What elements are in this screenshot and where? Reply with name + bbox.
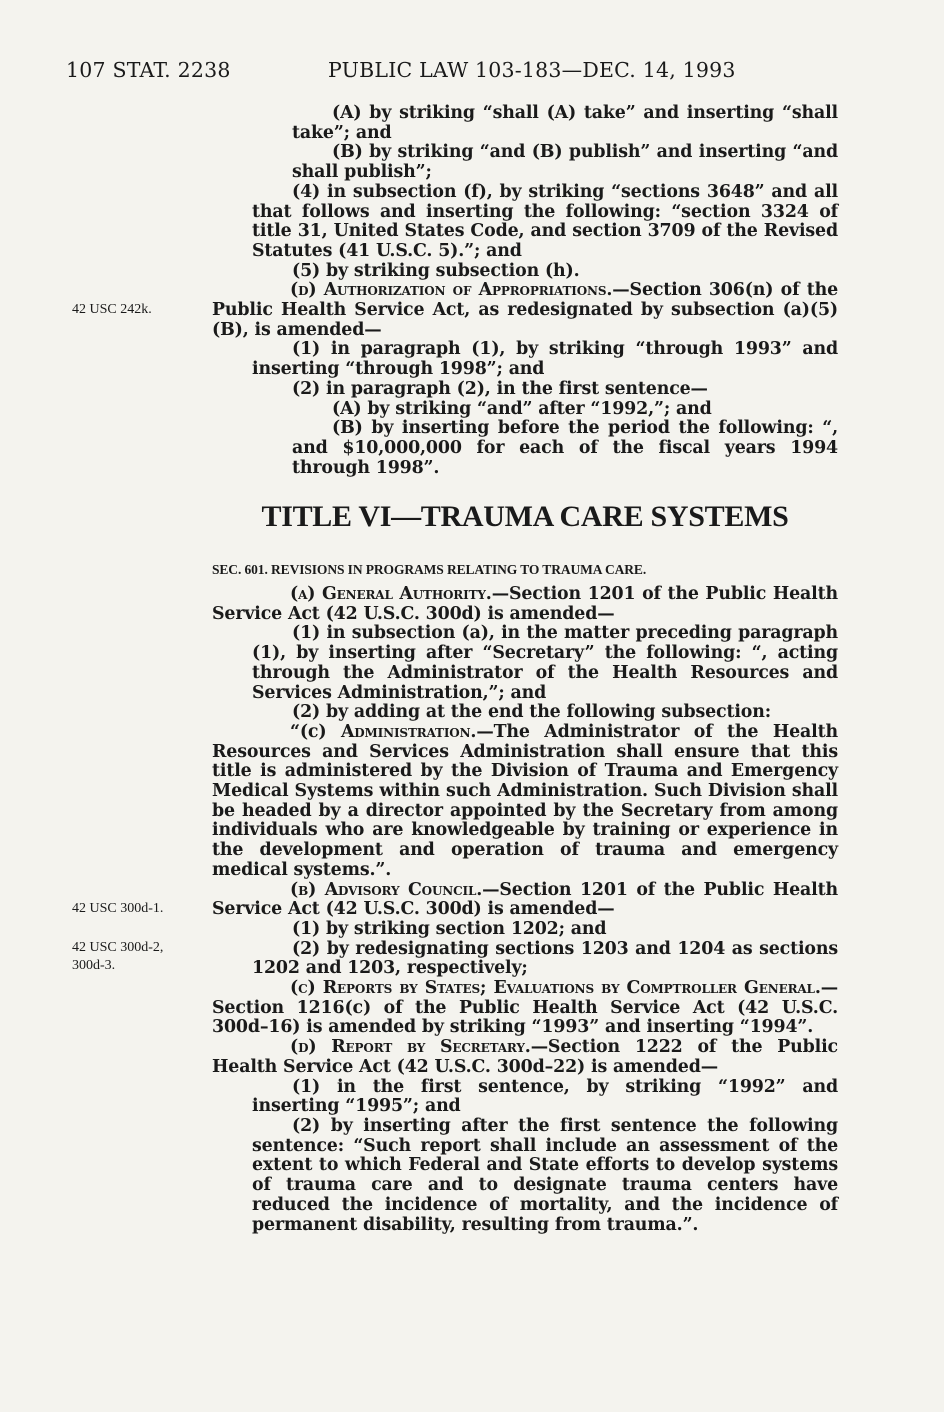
margin-note: 42 USC 242k. bbox=[72, 302, 152, 317]
paragraph bbox=[212, 1038, 838, 1077]
subsection-text: —Section 306(n) of the Public Health Service Act, as redesignated by subsection (a)(5)(B), is amended— bbox=[212, 280, 838, 340]
paragraph: (B) by inserting before the period the following: “, and $10,000,000 for each of the fiscal years 1994 through 1998”. bbox=[292, 418, 838, 478]
paragraph: (2) by redesignating sections 1203 and 1204 as sections 1202 and 1203, respectively; bbox=[252, 938, 838, 979]
stat-page-number: 107 STAT. 2238 bbox=[66, 58, 231, 82]
page-header bbox=[66, 58, 886, 88]
section-heading: SEC. 601. REVISIONS IN PROGRAMS RELATING TO TRAUMA CARE. bbox=[212, 562, 647, 577]
amendments-top bbox=[212, 104, 838, 478]
paragraph: (2) by inserting after the first sentence the following sentence: “Such report shall include an assessment of the extent to which Federal and State efforts to develop systems of trauma care and to designate trauma centers have reduced the incidence of mortality, and the incidence of permanent disability, resulting from trauma.”. bbox=[252, 1115, 838, 1235]
paragraph: (A) by striking “shall (A) take” and inserting “shall take”; and bbox=[292, 103, 838, 143]
margin-note: 300d-3. bbox=[72, 958, 116, 973]
subsection-text: —Section 1201 of the Public Health Service Act (42 U.S.C. 300d) is amended— bbox=[212, 879, 838, 920]
paragraph: (1) by striking section 1202; and bbox=[292, 918, 607, 939]
quote-mark: “(c) bbox=[290, 721, 341, 742]
subsection-heading: (d) Authorization of Appropriations. bbox=[290, 280, 613, 301]
subsection-heading: (d) Report by Secretary. bbox=[290, 1037, 531, 1058]
paragraph bbox=[212, 281, 838, 340]
margin-note: 42 USC 300d-2, bbox=[72, 940, 164, 955]
paragraph: (B) by striking “and (B) publish” and inserting “and shall publish”; bbox=[292, 142, 838, 183]
paragraph: (1) in the first sentence, by striking “1992” and inserting “1995”; and bbox=[252, 1076, 838, 1117]
paragraph bbox=[212, 723, 838, 881]
paragraph: (A) by striking “and” after “1992,”; and bbox=[332, 398, 712, 419]
margin-note: 42 USC 300d-1. bbox=[72, 901, 164, 916]
subsection-heading: (b) Advisory Council. bbox=[290, 879, 483, 900]
paragraph bbox=[212, 979, 838, 1038]
title-heading: TITLE VI—TRAUMA CARE SYSTEMS bbox=[261, 500, 789, 533]
paragraph: (2) in paragraph (2), in the first sentence— bbox=[292, 378, 708, 399]
subsection-heading: Administration. bbox=[340, 721, 477, 742]
subsection-heading: (c) Reports by States; Evaluations by Comptroller General. bbox=[290, 978, 821, 999]
subsection-text: —Section 1201 of the Public Health Service Act (42 U.S.C. 300d) is amended— bbox=[212, 584, 838, 624]
paragraph: (5) by striking subsection (h). bbox=[292, 260, 580, 281]
paragraph: (4) in subsection (f), by striking “sections 3648” and all that follows and inserting the following: “section 3324 of title 31, United States Code, and section 3709 of the Revised Statutes (41 U.S.C. 5).”; and bbox=[252, 181, 838, 261]
subsection-text: —The Administrator of the Health Resources and Services Administration shall ensure that this title is administered by the Division of Trauma and Emergency Medical Systems within such Administration. Such Division shall be headed by a director appointed by the Secretary from among individuals who are knowledgeable by training or experience in the development and operation of trauma and emergency medical systems.”. bbox=[212, 721, 838, 880]
subsection-text: —Section 1216(c) of the Public Health Service Act (42 U.S.C. 300d–16) is amended by striking “1993” and inserting “1994”. bbox=[212, 978, 838, 1038]
section-601-body bbox=[212, 585, 838, 1235]
subsection-heading: (a) General Authority. bbox=[290, 584, 492, 604]
paragraph bbox=[212, 585, 838, 624]
paragraph: (1) in subsection (a), in the matter preceding paragraph (1), by inserting after “Secretary” the following: “, acting through the Administrator of the Health Resources and Services Administration,”; and bbox=[252, 623, 838, 703]
public-law-title: PUBLIC LAW 103-183—DEC. 14, 1993 bbox=[328, 58, 736, 82]
paragraph: (2) by adding at the end the following subsection: bbox=[292, 702, 772, 723]
paragraph: (1) in paragraph (1), by striking “through 1993” and inserting “through 1998”; and bbox=[252, 339, 838, 380]
paragraph bbox=[212, 881, 838, 920]
subsection-text: —Section 1222 of the Public Health Service Act (42 U.S.C. 300d–22) is amended— bbox=[212, 1037, 838, 1077]
